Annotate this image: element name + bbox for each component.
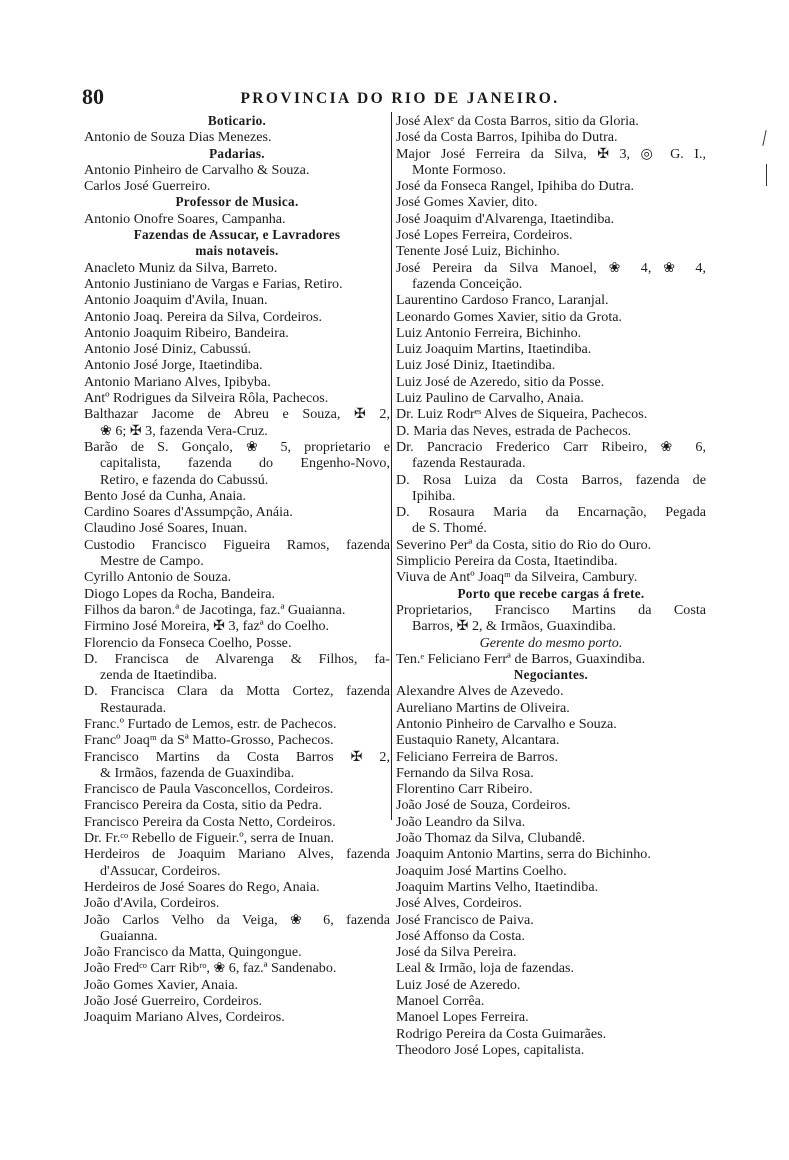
right-entry: Proprietarios, Francisco Martins da Costa: [396, 601, 706, 618]
left-entry: Barão de S. Gonçalo, ❀ 5, proprietario e: [84, 438, 390, 455]
left-entry: Francisco de Paula Vasconcellos, Cordeiros.: [84, 781, 334, 798]
right-entry: Eustaquio Ranety, Alcantara.: [396, 732, 560, 749]
left-entry-continuation: Retiro, e fazenda do Cabussú.: [100, 471, 269, 488]
left-entry: Herdeiros de José Soares do Rego, Anaia.: [84, 878, 320, 895]
left-entry: Anacleto Muniz da Silva, Barreto.: [84, 259, 278, 276]
right-entry: Severino Perª da Costa, sitio do Rio do Ouro.: [396, 536, 652, 553]
right-entry: José Lopes Ferreira, Cordeiros.: [396, 227, 573, 244]
right-entry: João Thomaz da Silva, Clubandê.: [396, 830, 586, 847]
left-entry-continuation: capitalista, fazenda do Engenho-Novo,: [100, 455, 390, 472]
left-entry: Florencio da Fonseca Coelho, Posse.: [84, 634, 292, 651]
left-entry: Dr. Fr.ᶜᵒ Rebello de Figueir.º, serra de Inuan.: [84, 830, 335, 847]
right-entry: Luiz José de Azeredo, sitio da Posse.: [396, 373, 605, 390]
left-entry: João José Guerreiro, Cordeiros.: [84, 993, 263, 1010]
left-section-heading: Fazendas de Assucar, e Lavradores: [133, 227, 341, 243]
right-entry: Joaquim Antonio Martins, serra do Bichinho.: [396, 846, 651, 863]
right-entry-continuation: de S. Thomé.: [412, 520, 487, 537]
left-entry: Francisco Martins da Costa Barros ✠ 2,: [84, 748, 390, 765]
left-entry: João Carlos Velho da Veiga, ❀ 6, fazenda: [84, 911, 390, 928]
right-entry: Feliciano Ferreira de Barros.: [396, 748, 559, 765]
left-entry: Joaquim Mariano Alves, Cordeiros.: [84, 1009, 285, 1026]
left-entry: Antonio José Jorge, Itaetindiba.: [84, 357, 263, 374]
right-entry: Leal & Irmão, loja de fazendas.: [396, 960, 575, 977]
right-entry: José da Costa Barros, Ipihiba do Dutra.: [396, 129, 618, 146]
left-entry: Franc.º Furtado de Lemos, estr. de Pachecos.: [84, 715, 337, 732]
right-entry: Fernando da Silva Rosa.: [396, 764, 534, 781]
right-entry: Luiz José de Azeredo.: [396, 976, 521, 993]
left-entry: João Gomes Xavier, Anaia.: [84, 976, 239, 993]
right-entry: Dr. Luiz Rodrᵉˢ Alves de Siqueira, Pachecos.: [396, 406, 648, 423]
right-entry-continuation: Monte Formoso.: [412, 161, 506, 178]
right-entry: Antonio Pinheiro de Carvalho e Souza.: [396, 715, 617, 732]
right-entry-continuation: Barros, ✠ 2, & Irmãos, Guaxindiba.: [412, 618, 616, 635]
left-entry: Claudino José Soares, Inuan.: [84, 520, 248, 537]
right-entry-continuation: fazenda Conceição.: [412, 275, 523, 292]
left-entry: João d'Avila, Cordeiros.: [84, 895, 220, 912]
right-entry: Rodrigo Pereira da Costa Guimarães.: [396, 1025, 607, 1042]
left-entry: Custodio Francisco Figueira Ramos, fazenda: [84, 536, 390, 553]
right-entry: Manoel Corrêa.: [396, 993, 485, 1010]
left-entry: D. Francisca de Alvarenga & Filhos, fa-: [84, 650, 390, 667]
right-entry: Laurentino Cardoso Franco, Laranjal.: [396, 292, 609, 309]
right-column: [396, 113, 706, 1058]
left-entry: Antº Rodrigues da Silveira Rôla, Pachecos.: [84, 390, 329, 407]
left-entry: D. Francisca Clara da Motta Cortez, fazenda: [84, 683, 390, 700]
left-entry: Antonio Pinheiro de Carvalho & Souza.: [84, 161, 310, 178]
left-section-heading: Padarias.: [209, 145, 265, 161]
left-entry-continuation: & Irmãos, fazenda de Guaxindiba.: [100, 764, 295, 781]
right-entry: Luiz Joaquim Martins, Itaetindiba.: [396, 341, 592, 358]
left-entry-continuation: Restaurada.: [100, 699, 167, 716]
right-entry: Tenente José Luiz, Bichinho.: [396, 243, 560, 260]
left-entry-continuation: Mestre de Campo.: [100, 553, 204, 570]
left-entry: Cyrillo Antonio de Souza.: [84, 569, 232, 586]
left-entry-continuation: zenda de Itaetindiba.: [100, 667, 217, 684]
right-entry: D. Rosa Luiza da Costa Barros, fazenda de: [396, 471, 706, 488]
right-entry: José Alves, Cordeiros.: [396, 895, 523, 912]
left-column: [84, 113, 390, 1026]
right-entry: José Francisco de Paiva.: [396, 911, 534, 928]
left-section-heading: Boticario.: [207, 113, 267, 128]
right-entry: Alexandre Alves de Azevedo.: [396, 683, 564, 700]
right-entry-continuation: fazenda Restaurada.: [412, 455, 526, 472]
page-number: 80: [82, 84, 104, 109]
margin-mark-top: [766, 164, 767, 186]
right-entry: Luiz José Diniz, Itaetindiba.: [396, 357, 556, 374]
right-entry: João Leandro da Silva.: [396, 813, 526, 830]
left-entry-continuation: Guaianna.: [100, 927, 158, 944]
left-entry: Antonio Joaquim Ribeiro, Bandeira.: [84, 324, 289, 341]
left-entry-continuation: ❀ 6; ✠ 3, fazenda Vera-Cruz.: [100, 422, 268, 439]
right-entry: Simplicio Pereira da Costa, Itaetindiba.: [396, 553, 618, 570]
right-entry-continuation: Ipihiba.: [412, 487, 456, 504]
right-entry: Dr. Pancracio Frederico Carr Ribeiro, ❀ 6,: [396, 438, 706, 455]
right-entry: José da Silva Pereira.: [396, 944, 517, 961]
right-entry: D. Maria das Neves, estrada de Pachecos.: [396, 422, 632, 439]
right-entry: Theodoro José Lopes, capitalista.: [396, 1041, 585, 1058]
left-entry: Cardino Soares d'Assumpção, Anáia.: [84, 504, 293, 521]
left-entry: João Fredᶜᵒ Carr Ribʳᵒ, ❀ 6, faz.ª Sandenabo.: [84, 960, 337, 977]
left-entry: Antonio José Diniz, Cabussú.: [84, 341, 252, 358]
right-entry: Manoel Lopes Ferreira.: [396, 1009, 529, 1026]
right-entry: D. Rosaura Maria da Encarnação, Pegada: [396, 504, 706, 521]
right-entry: Ten.ᵉ Feliciano Ferrª de Barros, Guaxindiba.: [396, 650, 646, 667]
right-entry: Florentino Carr Ribeiro.: [396, 781, 533, 798]
right-entry: Joaquim José Martins Coelho.: [396, 862, 567, 879]
left-entry: Francº Joaqᵐ da Sª Matto-Grosso, Pachecos.: [84, 732, 334, 749]
left-entry: Francisco Pereira da Costa Netto, Cordeiros.: [84, 813, 336, 830]
left-entry: Antonio Onofre Soares, Campanha.: [84, 210, 286, 227]
left-entry: Antonio de Souza Dias Menezes.: [84, 129, 272, 146]
left-entry: Filhos da baron.ª de Jacotinga, faz.ª Guaianna.: [84, 601, 346, 618]
left-section-heading: Professor de Musica.: [175, 194, 299, 210]
left-section-heading: mais notaveis.: [195, 243, 279, 259]
right-entry: José Pereira da Silva Manoel, ❀ 4, ❀ 4,: [396, 259, 706, 276]
left-entry: Antonio Joaquim d'Avila, Inuan.: [84, 292, 268, 309]
left-entry: Herdeiros de Joaquim Mariano Alves, fazenda: [84, 846, 390, 863]
left-entry: Antonio Joaq. Pereira da Silva, Cordeiros.: [84, 308, 322, 325]
right-entry: João José de Souza, Cordeiros.: [396, 797, 571, 814]
right-entry: José da Fonseca Rangel, Ipihiba do Dutra.: [396, 178, 634, 195]
left-entry: Antonio Mariano Alves, Ipibyba.: [84, 373, 271, 390]
running-title: PROVINCIA DO RIO DE JANEIRO.: [240, 90, 560, 107]
right-entry: José Gomes Xavier, dito.: [396, 194, 538, 211]
left-entry-continuation: d'Assucar, Cordeiros.: [100, 862, 221, 879]
right-entry: Leonardo Gomes Xavier, sitio da Grota.: [396, 308, 623, 325]
right-entry: José Alexᵉ da Costa Barros, sitio da Gloria.: [396, 113, 639, 129]
right-entry: Joaquim Martins Velho, Itaetindiba.: [396, 878, 599, 895]
right-entry: José Affonso da Costa.: [396, 927, 525, 944]
left-entry: Carlos José Guerreiro.: [84, 178, 211, 195]
left-entry: João Francisco da Matta, Quingongue.: [84, 944, 302, 961]
margin-mark-bottom: [762, 130, 766, 146]
left-entry: Balthazar Jacome de Abreu e Souza, ✠ 2,: [84, 406, 390, 423]
right-entry: Viuva de Antº Joaqᵐ da Silveira, Cambury.: [396, 569, 638, 586]
left-entry: Bento José da Cunha, Anaia.: [84, 487, 247, 504]
right-entry: Luiz Paulino de Carvalho, Anaia.: [396, 390, 584, 407]
left-entry: Firmino José Moreira, ✠ 3, fazª do Coelho.: [84, 618, 330, 635]
right-entry: José Joaquim d'Alvarenga, Itaetindiba.: [396, 210, 615, 227]
left-entry: Antonio Justiniano de Vargas e Farias, Retiro.: [84, 275, 343, 292]
right-entry: Major José Ferreira da Silva, ✠ 3, ◎ G. I.,: [396, 145, 706, 162]
right-section-heading: Porto que recebe cargas á frete.: [457, 585, 645, 601]
left-entry: Diogo Lopes da Rocha, Bandeira.: [84, 585, 275, 602]
right-section-heading: Negociantes.: [513, 667, 589, 683]
right-entry: Luiz Antonio Ferreira, Bichinho.: [396, 324, 582, 341]
left-entry: Francisco Pereira da Costa, sitio da Pedra.: [84, 797, 322, 814]
right-sub-heading: Gerente do mesmo porto.: [479, 634, 623, 651]
column-rule: [391, 112, 392, 820]
right-entry: Aureliano Martins de Oliveira.: [396, 699, 570, 716]
